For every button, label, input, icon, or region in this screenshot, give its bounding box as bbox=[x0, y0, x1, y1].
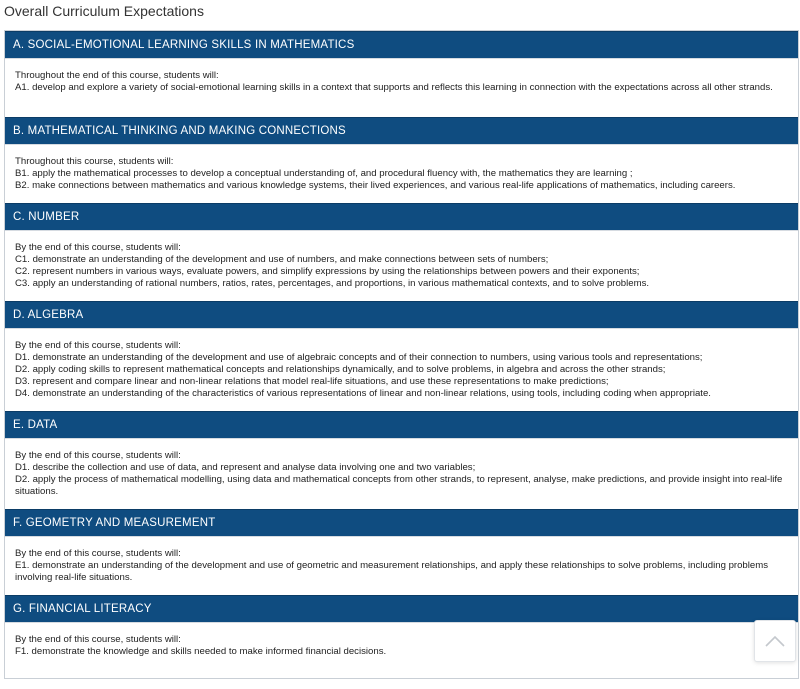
expectation-item: D2. apply coding skills to represent mathematical concepts and relationships dynamically, and to solve problems, in algebra and across the other strands; bbox=[15, 364, 666, 375]
section-intro: By the end of this course, students will: bbox=[15, 634, 181, 645]
expectation-item: D4. demonstrate an understanding of the characteristics of various representations of linear and non-linear relations, using tools, including coding when appropriate. bbox=[15, 388, 711, 399]
expectation-item: B2. make connections between mathematics and various knowledge systems, their lived experiences, and various real-life applications of mathematics, including careers. bbox=[15, 180, 736, 191]
section-header: E. DATA bbox=[5, 411, 798, 438]
expectation-item: C3. apply an understanding of rational numbers, ratios, rates, percentages, and proportions, in various mathematical contexts, and to solve problems. bbox=[15, 278, 650, 289]
section-body bbox=[5, 230, 798, 301]
scroll-to-top-button[interactable] bbox=[754, 620, 796, 662]
section-e bbox=[5, 411, 798, 509]
expectation-item: F1. demonstrate the knowledge and skills needed to make informed financial decisions. bbox=[15, 646, 387, 657]
section-header: A. SOCIAL-EMOTIONAL LEARNING SKILLS IN MATHEMATICS bbox=[5, 31, 798, 58]
section-d bbox=[5, 301, 798, 411]
expectation-item: E1. demonstrate an understanding of the development and use of geometric and measurement relationships, and apply these relationships to solve problems, including problems involving real-life situations. bbox=[15, 560, 769, 583]
section-header: D. ALGEBRA bbox=[5, 301, 798, 328]
chevron-up-icon bbox=[764, 634, 786, 648]
expectation-item: D1. demonstrate an understanding of the development and use of algebraic concepts and of their connection to numbers, using various tools and representations; bbox=[15, 352, 703, 363]
expectation-item: D3. represent and compare linear and non-linear relations that model real-life situations, and use these representations to make predictions; bbox=[15, 376, 609, 387]
section-intro: By the end of this course, students will: bbox=[15, 548, 181, 559]
section-a bbox=[5, 31, 798, 117]
section-header: F. GEOMETRY AND MEASUREMENT bbox=[5, 509, 798, 536]
expectation-item: C1. demonstrate an understanding of the development and use of numbers, and make connections between sets of numbers; bbox=[15, 254, 549, 265]
expectations-table bbox=[4, 30, 799, 679]
expectation-item: D1. describe the collection and use of data, and represent and analyse data involving one and two variables; bbox=[15, 462, 476, 473]
section-g bbox=[5, 595, 798, 678]
section-header: B. MATHEMATICAL THINKING AND MAKING CONNECTIONS bbox=[5, 117, 798, 144]
section-body bbox=[5, 622, 798, 678]
expectation-item: B1. apply the mathematical processes to develop a conceptual understanding of, and procedural fluency with, the mathematics they are learning ; bbox=[15, 168, 633, 179]
page-title: Overall Curriculum Expectations bbox=[4, 3, 204, 19]
section-b bbox=[5, 117, 798, 203]
section-intro: Throughout this course, students will: bbox=[15, 156, 174, 167]
section-header: G. FINANCIAL LITERACY bbox=[5, 595, 798, 622]
expectation-item: D2. apply the process of mathematical modelling, using data and mathematical concepts from other strands, to represent, analyse, make predictions, and provide insight into real-life situations. bbox=[15, 474, 783, 497]
section-body bbox=[5, 58, 798, 117]
expectation-item: A1. develop and explore a variety of social-emotional learning skills in a context that supports and reflects this learning in connection with the expectations across all other strands. bbox=[15, 82, 773, 93]
section-intro: Throughout the end of this course, students will: bbox=[15, 70, 219, 81]
section-body bbox=[5, 536, 798, 595]
section-f bbox=[5, 509, 798, 595]
section-intro: By the end of this course, students will: bbox=[15, 340, 181, 351]
section-body bbox=[5, 328, 798, 411]
section-body bbox=[5, 144, 798, 203]
section-header: C. NUMBER bbox=[5, 203, 798, 230]
section-intro: By the end of this course, students will: bbox=[15, 242, 181, 253]
section-c bbox=[5, 203, 798, 301]
section-intro: By the end of this course, students will: bbox=[15, 450, 181, 461]
expectation-item: C2. represent numbers in various ways, evaluate powers, and simplify expressions by using the relationships between powers and their exponents; bbox=[15, 266, 640, 277]
section-body bbox=[5, 438, 798, 509]
